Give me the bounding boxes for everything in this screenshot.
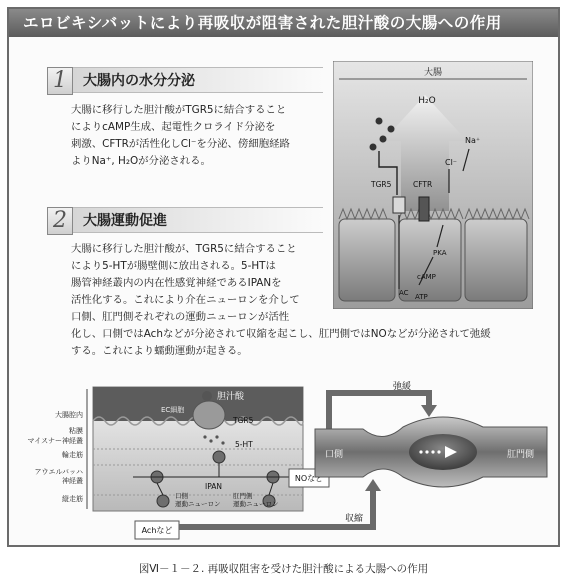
relax-label: 弛緩 — [393, 382, 412, 392]
ec-cell — [193, 401, 225, 429]
figure-panel — [7, 7, 560, 547]
cftr-channel — [419, 197, 429, 221]
section2-line: 腸管神経叢内の内在性感覚神経であるIPANを — [71, 277, 282, 289]
section2-line: 活性化する。これにより介在ニューロンを介して — [71, 294, 300, 306]
anal-neuron-label: 肛門側 — [233, 492, 253, 500]
section1-number: 1 — [47, 67, 73, 95]
section2-number: 2 — [47, 207, 73, 235]
tgr5-receptor — [393, 197, 405, 213]
bile-acid-label: 胆汁酸 — [217, 392, 245, 402]
oral-neuron-label: 口側 — [175, 492, 188, 500]
bolus — [409, 434, 477, 470]
figure-title: エロビキシバットにより再吸収が阻害された胆汁酸の大腸への作用 — [9, 9, 558, 37]
pka-label: PKA — [433, 249, 447, 257]
h2o-label: H₂O — [418, 96, 436, 106]
camp-label: cAMP — [417, 273, 436, 281]
section1-line: よりNa⁺, H₂Oが分泌される。 — [71, 155, 211, 167]
section2-line: 大腸に移行した胆汁酸が、TGR5に結合すること — [71, 243, 297, 255]
no-label: NOなど — [294, 474, 324, 483]
cl-label: Cl⁻ — [445, 158, 458, 167]
oral-motor-neuron — [157, 495, 169, 507]
bile-acid-dot — [388, 126, 395, 133]
ipan-neuron — [213, 451, 225, 463]
oral-neuron-label: 運動ニューロン — [175, 500, 221, 508]
tgr5-label: TGR5 — [233, 416, 254, 425]
section2-line: 化し、口側ではAchなどが分泌されて収縮を起こし、肛門側ではNOなどが分泌されて弛緩 — [71, 328, 491, 340]
tgr5-label: TGR5 — [371, 180, 392, 189]
section2-line: により5-HTが腸壁側に放出される。5-HTは — [71, 260, 276, 272]
layer-label: マイスナー神経叢 — [27, 437, 83, 445]
ac-label: AC — [399, 289, 409, 297]
layer-label: アウエルバッハ — [34, 468, 83, 476]
atp-label: ATP — [415, 293, 428, 301]
figure-caption: 図Ⅵ－１－２. 再吸収阻害を受けた胆汁酸による大腸への作用 — [138, 563, 429, 575]
layer-label: 大腸腔内 — [55, 411, 83, 419]
section2-line: 口側、肛門側それぞれの運動ニューロンが活性 — [71, 311, 290, 323]
ec-cell-label: EC細胞 — [161, 406, 185, 414]
bile-acid-dot — [380, 136, 387, 143]
layer-label: 縦走筋 — [62, 495, 83, 503]
ipan-label: IPAN — [205, 482, 222, 491]
section1-line: 刺激、CFTRが活性化しCl⁻を分泌、傍細胞経路 — [71, 138, 290, 150]
section2-heading: 大腸運動促進 — [73, 207, 323, 233]
section1-heading: 大腸内の水分分泌 — [73, 67, 323, 93]
5ht-label: 5-HT — [235, 440, 253, 449]
cftr-label: CFTR — [413, 180, 433, 189]
bile-acid-icon — [202, 391, 212, 401]
layer-label: 粘膜 — [69, 427, 83, 435]
anal-side-label: 肛門側 — [507, 450, 535, 460]
ach-label: Achなど — [141, 526, 173, 535]
bile-acid-dot — [376, 118, 383, 125]
layer-label: 神経叢 — [62, 477, 83, 485]
contract-label: 収縮 — [345, 514, 364, 524]
section2-line: する。これにより蠕動運動が起きる。 — [71, 345, 248, 357]
layer-label: 輪走筋 — [62, 451, 83, 459]
oral-side-label: 口側 — [325, 450, 344, 460]
bile-acid-dot — [370, 144, 377, 151]
anal-neuron-label: 運動ニューロン — [233, 500, 279, 508]
colon-label: 大腸 — [423, 68, 443, 78]
section1-line: によりcAMP生成、起電性クロライド分泌を — [71, 121, 276, 133]
colon-illustration — [333, 61, 533, 309]
section1-text — [71, 102, 290, 170]
section1-line: 大腸に移行した胆汁酸がTGR5に結合すること — [71, 104, 287, 116]
peristalsis-illustration — [23, 377, 553, 543]
na-label: Na⁺ — [465, 136, 481, 145]
